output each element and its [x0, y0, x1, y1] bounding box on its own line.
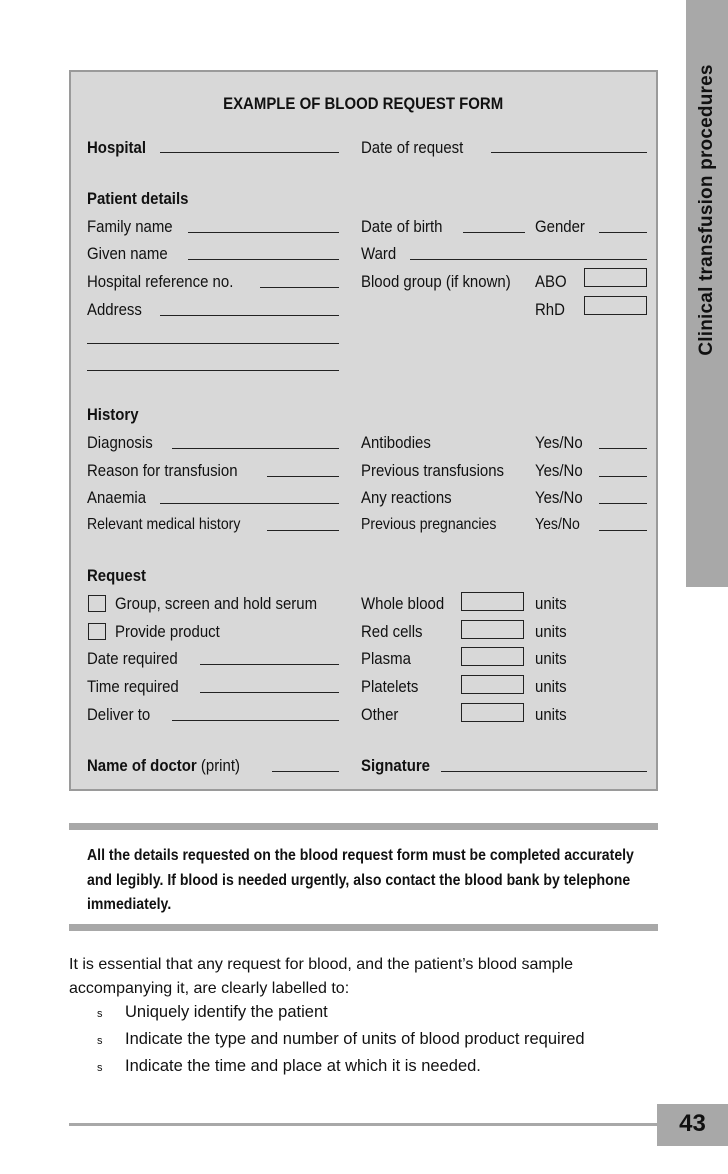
- diagnosis-field[interactable]: [172, 448, 339, 449]
- abo-box[interactable]: [584, 268, 647, 287]
- group-screen-checkbox[interactable]: [88, 595, 106, 612]
- deliver-to-field[interactable]: [172, 720, 339, 721]
- other-box[interactable]: [461, 703, 524, 722]
- antibodies-yes-no: Yes/No: [535, 433, 583, 452]
- provide-product-checkbox[interactable]: [88, 623, 106, 640]
- blood-request-form: [69, 70, 658, 791]
- bullet-marker: s: [97, 1008, 103, 1020]
- given-name-field[interactable]: [188, 259, 339, 260]
- request-heading: Request: [87, 566, 147, 585]
- medical-history-field[interactable]: [267, 530, 339, 531]
- any-reactions-yes-no: Yes/No: [535, 488, 583, 507]
- bullet-marker: s: [97, 1062, 103, 1074]
- other-units: units: [535, 705, 567, 724]
- medical-history-label: Relevant medical history: [87, 516, 241, 533]
- reason-label: Reason for transfusion: [87, 461, 238, 480]
- address-field-2[interactable]: [87, 343, 339, 344]
- address-field-1[interactable]: [160, 315, 339, 316]
- gender-label: Gender: [535, 217, 585, 236]
- rhd-label: RhD: [535, 300, 565, 319]
- plasma-units: units: [535, 649, 567, 668]
- date-of-request-field[interactable]: [491, 152, 647, 153]
- previous-pregnancies-field[interactable]: [599, 530, 647, 531]
- gender-field[interactable]: [599, 232, 647, 233]
- diagnosis-label: Diagnosis: [87, 433, 153, 452]
- whole-blood-box[interactable]: [461, 592, 524, 611]
- form-title: EXAMPLE OF BLOOD REQUEST FORM: [223, 94, 504, 113]
- given-name-label: Given name: [87, 244, 168, 263]
- address-label: Address: [87, 300, 142, 319]
- any-reactions-label: Any reactions: [361, 488, 452, 507]
- date-of-birth-label: Date of birth: [361, 217, 443, 236]
- red-cells-units: units: [535, 622, 567, 641]
- whole-blood-label: Whole blood: [361, 594, 445, 613]
- doctor-name-field[interactable]: [272, 771, 339, 772]
- hospital-field[interactable]: [160, 152, 339, 153]
- platelets-label: Platelets: [361, 677, 419, 696]
- red-cells-label: Red cells: [361, 622, 423, 641]
- hospital-reference-label: Hospital reference no.: [87, 272, 234, 291]
- platelets-box[interactable]: [461, 675, 524, 694]
- date-of-request-label: Date of request: [361, 138, 464, 157]
- page-number: 43: [679, 1110, 706, 1137]
- any-reactions-field[interactable]: [599, 503, 647, 504]
- page-number-box: [657, 1104, 728, 1146]
- blood-group-label: Blood group (if known): [361, 272, 511, 291]
- antibodies-field[interactable]: [599, 448, 647, 449]
- anaemia-label: Anaemia: [87, 488, 147, 507]
- bullet-item: Uniquely identify the patient: [125, 1003, 328, 1021]
- signature-field[interactable]: [441, 771, 647, 772]
- previous-pregnancies-yes-no: Yes/No: [535, 516, 580, 533]
- ward-label: Ward: [361, 244, 397, 263]
- plasma-box[interactable]: [461, 647, 524, 666]
- previous-pregnancies-label: Previous pregnancies: [361, 516, 497, 533]
- previous-transfusions-yes-no: Yes/No: [535, 461, 583, 480]
- whole-blood-units: units: [535, 594, 567, 613]
- plasma-label: Plasma: [361, 649, 411, 668]
- previous-transfusions-label: Previous transfusions: [361, 461, 505, 480]
- address-field-3[interactable]: [87, 370, 339, 371]
- date-of-birth-field[interactable]: [463, 232, 525, 233]
- bullet-item: Indicate the time and place at which it is needed.: [125, 1057, 481, 1075]
- date-required-label: Date required: [87, 649, 178, 668]
- red-cells-box[interactable]: [461, 620, 524, 639]
- date-required-field[interactable]: [200, 664, 339, 665]
- bullet-marker: s: [97, 1035, 103, 1047]
- provide-product-label: Provide product: [115, 622, 220, 641]
- family-name-field[interactable]: [188, 232, 339, 233]
- patient-details-heading: Patient details: [87, 189, 189, 208]
- body-intro: It is essential that any request for blood, and the patient’s blood sample accompanying it, are clearly labelled to:: [69, 956, 574, 997]
- family-name-label: Family name: [87, 217, 173, 236]
- hospital-label: Hospital: [87, 138, 147, 157]
- history-heading: History: [87, 405, 139, 424]
- group-screen-label: Group, screen and hold serum: [115, 594, 318, 613]
- deliver-to-label: Deliver to: [87, 705, 151, 724]
- platelets-units: units: [535, 677, 567, 696]
- time-required-label: Time required: [87, 677, 179, 696]
- note-top-rule: [69, 823, 658, 830]
- anaemia-field[interactable]: [160, 503, 339, 504]
- other-label: Other: [361, 705, 399, 724]
- abo-label: ABO: [535, 272, 567, 291]
- ward-field[interactable]: [410, 259, 647, 260]
- doctor-name-label: Name of doctor (print): [87, 756, 240, 775]
- bullet-item: Indicate the type and number of units of blood product required: [125, 1030, 585, 1048]
- signature-label: Signature: [361, 756, 430, 775]
- urgent-note: All the details requested on the blood request form must be completed accurately and legibly. If blood is needed urgently, also contact the blood bank by telephone immediately.: [87, 847, 634, 913]
- footer-rule: [69, 1123, 658, 1126]
- reason-field[interactable]: [267, 476, 339, 477]
- note-bottom-rule: [69, 924, 658, 931]
- previous-transfusions-field[interactable]: [599, 476, 647, 477]
- section-tab-label: Clinical transfusion procedures: [696, 64, 717, 356]
- rhd-box[interactable]: [584, 296, 647, 315]
- antibodies-label: Antibodies: [361, 433, 431, 452]
- time-required-field[interactable]: [200, 692, 339, 693]
- hospital-reference-field[interactable]: [260, 287, 339, 288]
